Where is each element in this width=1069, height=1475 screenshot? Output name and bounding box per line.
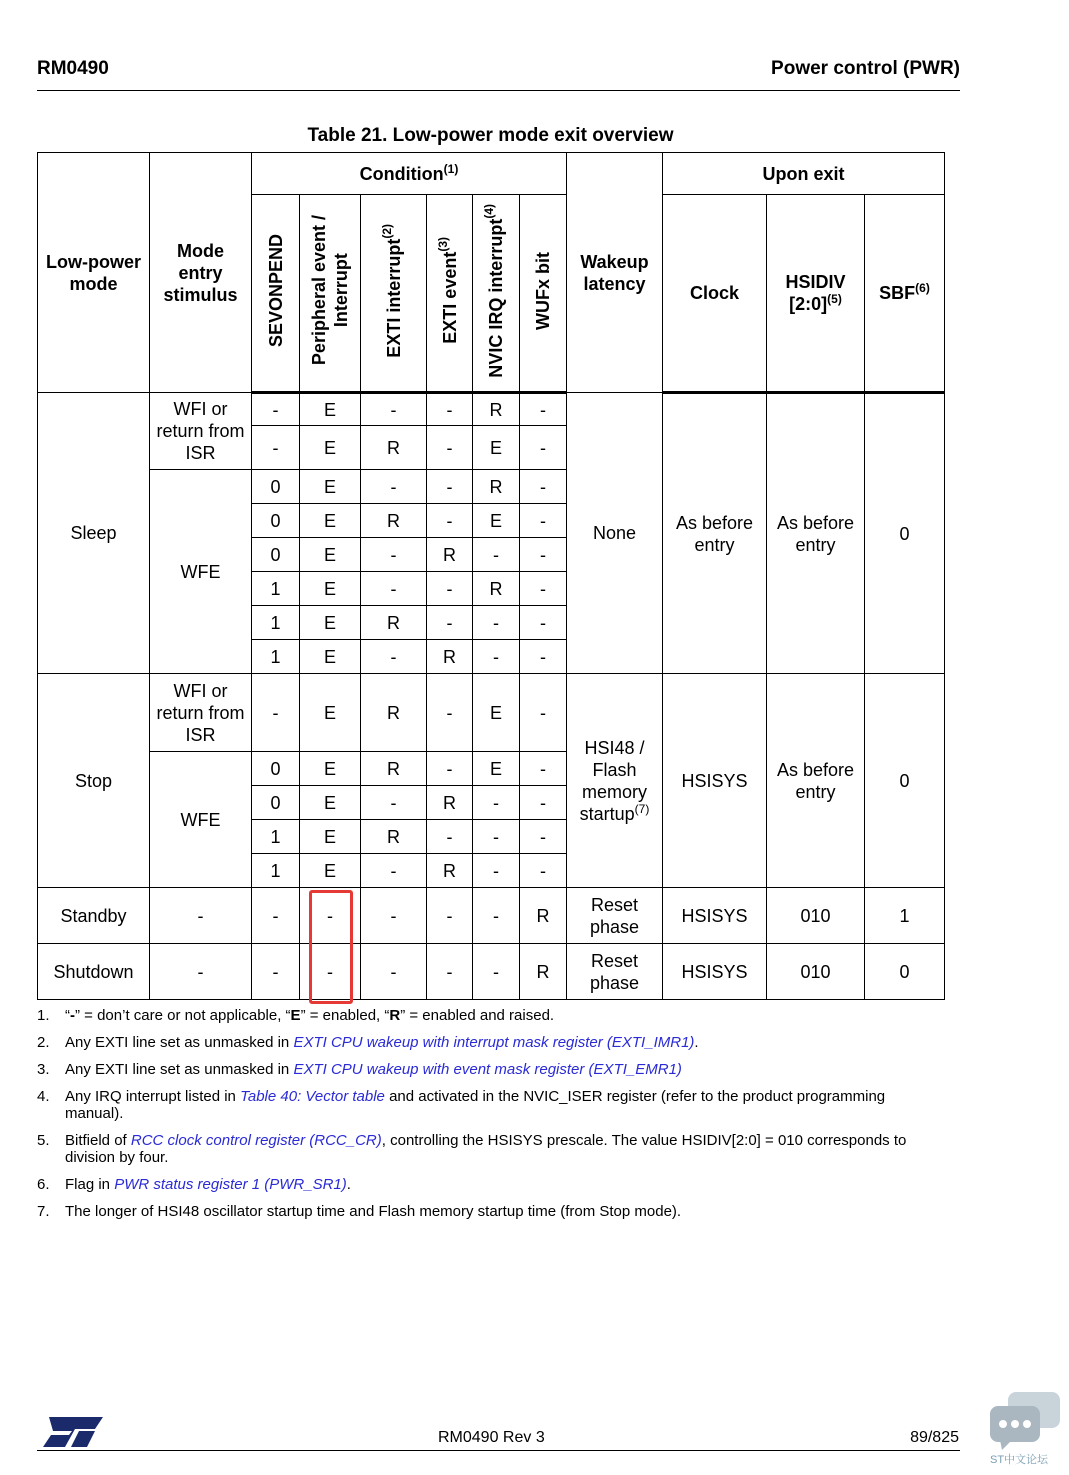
cell: - — [520, 426, 567, 470]
cell: - — [520, 640, 567, 674]
cell: - — [473, 854, 520, 888]
header-nvic-text — [482, 203, 507, 378]
cell: - — [427, 606, 473, 640]
note-3 — [37, 1061, 917, 1078]
cell: - — [361, 470, 427, 504]
header-exti-int-text — [379, 223, 405, 358]
table-row — [38, 393, 945, 426]
sleep-sbf: 0 — [865, 393, 945, 674]
pwr-sr1-link[interactable]: PWR status register 1 (PWR_SR1) — [114, 1176, 347, 1193]
cell: E — [473, 504, 520, 538]
cell: R — [473, 572, 520, 606]
header-exti-event — [427, 195, 473, 393]
header-wakeup-text: Wakeup latency — [580, 251, 649, 294]
note-4 — [37, 1088, 917, 1122]
footer-revision: RM0490 Rev 3 — [438, 1429, 545, 1446]
cell: - — [427, 944, 473, 1000]
stop-stimulus-wfi — [150, 674, 252, 752]
note-text: ” = enabled and raised. — [400, 1007, 555, 1024]
header-hsidiv-label: HSIDIV [2:0] — [785, 272, 846, 314]
header-peripheral-line1: Peripheral event / — [309, 215, 329, 366]
cell: R — [361, 820, 427, 854]
cell: E — [300, 538, 361, 572]
cell: E — [473, 426, 520, 470]
cell: - — [427, 470, 473, 504]
note-number: 1. — [37, 1007, 50, 1024]
cell: R — [520, 944, 567, 1000]
cell: R — [427, 538, 473, 572]
mode-shutdown: Shutdown — [38, 944, 150, 1000]
cell: - — [361, 786, 427, 820]
cell: 1 — [252, 854, 300, 888]
cell: - — [473, 944, 520, 1000]
header-wakeup-latency — [567, 153, 663, 393]
cell: 0 — [252, 752, 300, 786]
cell: - — [427, 426, 473, 470]
header-exti-int-label: EXTI interrupt — [383, 238, 404, 358]
table-caption: Table 21. Low-power mode exit overview — [307, 125, 674, 146]
cell: E — [473, 674, 520, 752]
stop-hsidiv-text: As before entry — [776, 759, 855, 802]
header-hsidiv-sup: (5) — [827, 292, 842, 306]
st-logo-icon — [43, 1415, 103, 1449]
note-text: Any IRQ interrupt listed in — [65, 1088, 241, 1105]
cell: - — [520, 752, 567, 786]
cell: 0 — [252, 504, 300, 538]
note-text: Any EXTI line set as unmasked in — [65, 1034, 294, 1051]
shutdown-sbf: 0 — [865, 944, 945, 1000]
note-number: 4. — [37, 1088, 50, 1105]
note-number: 3. — [37, 1061, 50, 1078]
cell: - — [427, 572, 473, 606]
page-number: 89/825 — [910, 1429, 959, 1446]
exti-emr1-link[interactable]: EXTI CPU wakeup with event mask register (EXTI_EMR1) — [293, 1061, 682, 1078]
note-number: 5. — [37, 1132, 50, 1149]
cell: - — [361, 393, 427, 426]
header-sbf — [865, 195, 945, 393]
cell: - — [361, 572, 427, 606]
cell: R — [427, 854, 473, 888]
cell: - — [473, 640, 520, 674]
cell: - — [252, 674, 300, 752]
stop-wakeup-label: HSI48 / Flash memory startup — [579, 737, 647, 824]
cell: E — [300, 426, 361, 470]
cell: E — [473, 752, 520, 786]
doc-id: RM0490 — [37, 58, 109, 79]
header-upon-exit: Upon exit — [663, 153, 945, 195]
cell: - — [427, 888, 473, 944]
stop-wakeup-text — [574, 737, 656, 825]
note-text: “ — [65, 1007, 70, 1024]
table-row — [38, 888, 945, 944]
cell: - — [361, 888, 427, 944]
cell: R — [361, 504, 427, 538]
footer-rule — [37, 1450, 960, 1451]
table-notes — [37, 1007, 917, 1230]
sleep-clock — [663, 393, 767, 674]
cell: - — [300, 888, 361, 944]
stop-stimulus-wfi-text: WFI or return from ISR — [156, 680, 245, 745]
cell: R — [361, 752, 427, 786]
header-sevonpend — [252, 195, 300, 393]
cell: E — [300, 470, 361, 504]
sleep-hsidiv — [767, 393, 865, 674]
vector-table-link[interactable]: Table 40: Vector table — [240, 1088, 385, 1105]
cell: - — [361, 640, 427, 674]
cell: - — [427, 820, 473, 854]
note-text: ” = enabled, “ — [300, 1007, 390, 1024]
mode-sleep: Sleep — [38, 393, 150, 674]
header-sevonpend-text: SEVONPEND — [265, 233, 286, 348]
stimulus-wfe: WFE — [150, 470, 252, 674]
note-text: . — [694, 1034, 699, 1051]
stop-wakeup — [567, 674, 663, 888]
cell: - — [427, 504, 473, 538]
header-nvic-sup: (4) — [482, 203, 496, 219]
cell: - — [252, 426, 300, 470]
header-hsidiv-text — [784, 271, 848, 315]
cell: E — [300, 393, 361, 426]
stimulus-wfi-text: WFI or return from ISR — [156, 399, 245, 463]
cell: E — [300, 572, 361, 606]
cell: R — [473, 393, 520, 426]
table-row — [38, 674, 945, 752]
cell: - — [473, 538, 520, 572]
cell: - — [473, 606, 520, 640]
exti-imr1-link[interactable]: EXTI CPU wakeup with interrupt mask register (EXTI_IMR1) — [293, 1034, 695, 1051]
standby-hsidiv: 010 — [767, 888, 865, 944]
cell: - — [520, 504, 567, 538]
cell: - — [427, 674, 473, 752]
note-5 — [37, 1132, 917, 1166]
stimulus-wfi — [150, 393, 252, 470]
cell: 1 — [252, 820, 300, 854]
cell: E — [300, 786, 361, 820]
note-number: 6. — [37, 1176, 50, 1193]
header-condition-sup: (1) — [443, 161, 459, 176]
cell: - — [361, 854, 427, 888]
mode-standby: Standby — [38, 888, 150, 944]
cell: - — [252, 944, 300, 1000]
cell: E — [300, 606, 361, 640]
shutdown-wakeup-text: Reset phase — [589, 950, 640, 993]
section-title: Power control (PWR) — [771, 58, 960, 79]
cell: 0 — [252, 786, 300, 820]
header-row-1 — [38, 153, 945, 195]
header-rule — [37, 90, 960, 91]
note-text: ” = don’t care or not applicable, “ — [75, 1007, 291, 1024]
cell: - — [473, 888, 520, 944]
cell: - — [520, 854, 567, 888]
cell: - — [520, 820, 567, 854]
standby-sbf: 1 — [865, 888, 945, 944]
header-nvic-label: NVIC IRQ interrupt — [486, 218, 506, 378]
note-text: and activated in the NVIC_ISER register (refer to the product programming manual). — [65, 1088, 886, 1122]
cell: 1 — [252, 606, 300, 640]
cell: - — [520, 393, 567, 426]
note-number: 2. — [37, 1034, 50, 1051]
cell: - — [520, 786, 567, 820]
stop-wakeup-sup: (7) — [634, 801, 650, 816]
header-peripheral-text — [308, 215, 352, 365]
header-sbf-label: SBF — [879, 283, 916, 303]
cell: E — [300, 504, 361, 538]
cell: - — [361, 538, 427, 572]
cell: - — [300, 944, 361, 1000]
highlight-annotation-box — [309, 890, 353, 1004]
shutdown-stimulus: - — [150, 944, 252, 1000]
header-exti-int-sup: (2) — [379, 223, 394, 239]
standby-stimulus: - — [150, 888, 252, 944]
note-text: Bitfield of — [65, 1132, 131, 1149]
cell: - — [520, 674, 567, 752]
header-peripheral-line2: Interrupt — [331, 253, 351, 328]
header-mode-entry-text: Mode entry stimulus — [163, 240, 238, 305]
cell: - — [520, 606, 567, 640]
shutdown-hsidiv: 010 — [767, 944, 865, 1000]
cell: R — [427, 640, 473, 674]
cell: 0 — [252, 538, 300, 572]
cell: - — [473, 820, 520, 854]
note-1 — [37, 1007, 917, 1024]
cell: E — [300, 752, 361, 786]
cell: R — [361, 674, 427, 752]
standby-wakeup-text: Reset phase — [589, 894, 640, 937]
note-text: The longer of HSI48 oscillator startup time and Flash memory startup time (from Stop mode). — [65, 1203, 682, 1220]
note-bold: - — [70, 1007, 75, 1024]
cell: 1 — [252, 572, 300, 606]
header-peripheral-event — [300, 195, 361, 393]
cell: R — [427, 786, 473, 820]
note-bold: R — [389, 1007, 401, 1024]
header-mode-entry — [150, 153, 252, 393]
note-number: 7. — [37, 1203, 50, 1220]
header-clock: Clock — [663, 195, 767, 393]
cell: - — [252, 393, 300, 426]
header-wufx-text: WUFx bit — [533, 251, 553, 330]
header-exti-evt-text — [435, 237, 461, 344]
stop-hsidiv — [767, 674, 865, 888]
note-text: , controlling the HSISYS prescale. The value HSIDIV[2:0] = 010 corresponds to division by four. — [65, 1132, 907, 1166]
rcc-cr-link[interactable]: RCC clock control register (RCC_CR) — [130, 1132, 382, 1149]
header-hsidiv — [767, 195, 865, 393]
sleep-clock-text: As before entry — [675, 512, 754, 555]
cell: R — [361, 426, 427, 470]
cell: - — [427, 752, 473, 786]
cell: 1 — [252, 640, 300, 674]
cell: - — [252, 888, 300, 944]
cell: E — [300, 854, 361, 888]
note-7 — [37, 1203, 917, 1220]
shutdown-clock: HSISYS — [663, 944, 767, 1000]
note-6 — [37, 1176, 917, 1193]
cell: - — [520, 538, 567, 572]
watermark-text: ST中文论坛 — [990, 1454, 1049, 1466]
cell: 0 — [252, 470, 300, 504]
header-wufx — [520, 195, 567, 393]
cell: - — [361, 944, 427, 1000]
header-sbf-sup: (6) — [915, 281, 930, 295]
cell: E — [300, 640, 361, 674]
table-row — [38, 944, 945, 1000]
header-exti-interrupt — [361, 195, 427, 393]
cell: - — [473, 786, 520, 820]
header-exti-evt-label: EXTI event — [439, 251, 460, 344]
note-2 — [37, 1034, 917, 1051]
stop-sbf: 0 — [865, 674, 945, 888]
cell: - — [520, 572, 567, 606]
mode-stop: Stop — [38, 674, 150, 888]
stop-stimulus-wfe: WFE — [150, 752, 252, 888]
stop-clock: HSISYS — [663, 674, 767, 888]
note-text: Flag in — [65, 1176, 115, 1193]
header-condition-text: Condition — [359, 163, 444, 184]
header-low-power-mode: Low-power mode — [38, 153, 150, 393]
cell: - — [427, 393, 473, 426]
low-power-exit-table — [37, 152, 945, 1000]
header-condition — [252, 153, 567, 195]
cell: E — [300, 820, 361, 854]
shutdown-wakeup — [567, 944, 663, 1000]
note-text: Any EXTI line set as unmasked in — [65, 1061, 294, 1078]
cell: R — [361, 606, 427, 640]
standby-clock: HSISYS — [663, 888, 767, 944]
cell: R — [473, 470, 520, 504]
note-bold: E — [290, 1007, 301, 1024]
cell: R — [520, 888, 567, 944]
cell: - — [520, 470, 567, 504]
header-nvic-irq — [473, 195, 520, 393]
note-text: . — [346, 1176, 351, 1193]
cell: E — [300, 674, 361, 752]
sleep-wakeup: None — [567, 393, 663, 674]
standby-wakeup — [567, 888, 663, 944]
header-exti-evt-sup: (3) — [435, 237, 450, 252]
sleep-hsidiv-text: As before entry — [776, 512, 855, 555]
